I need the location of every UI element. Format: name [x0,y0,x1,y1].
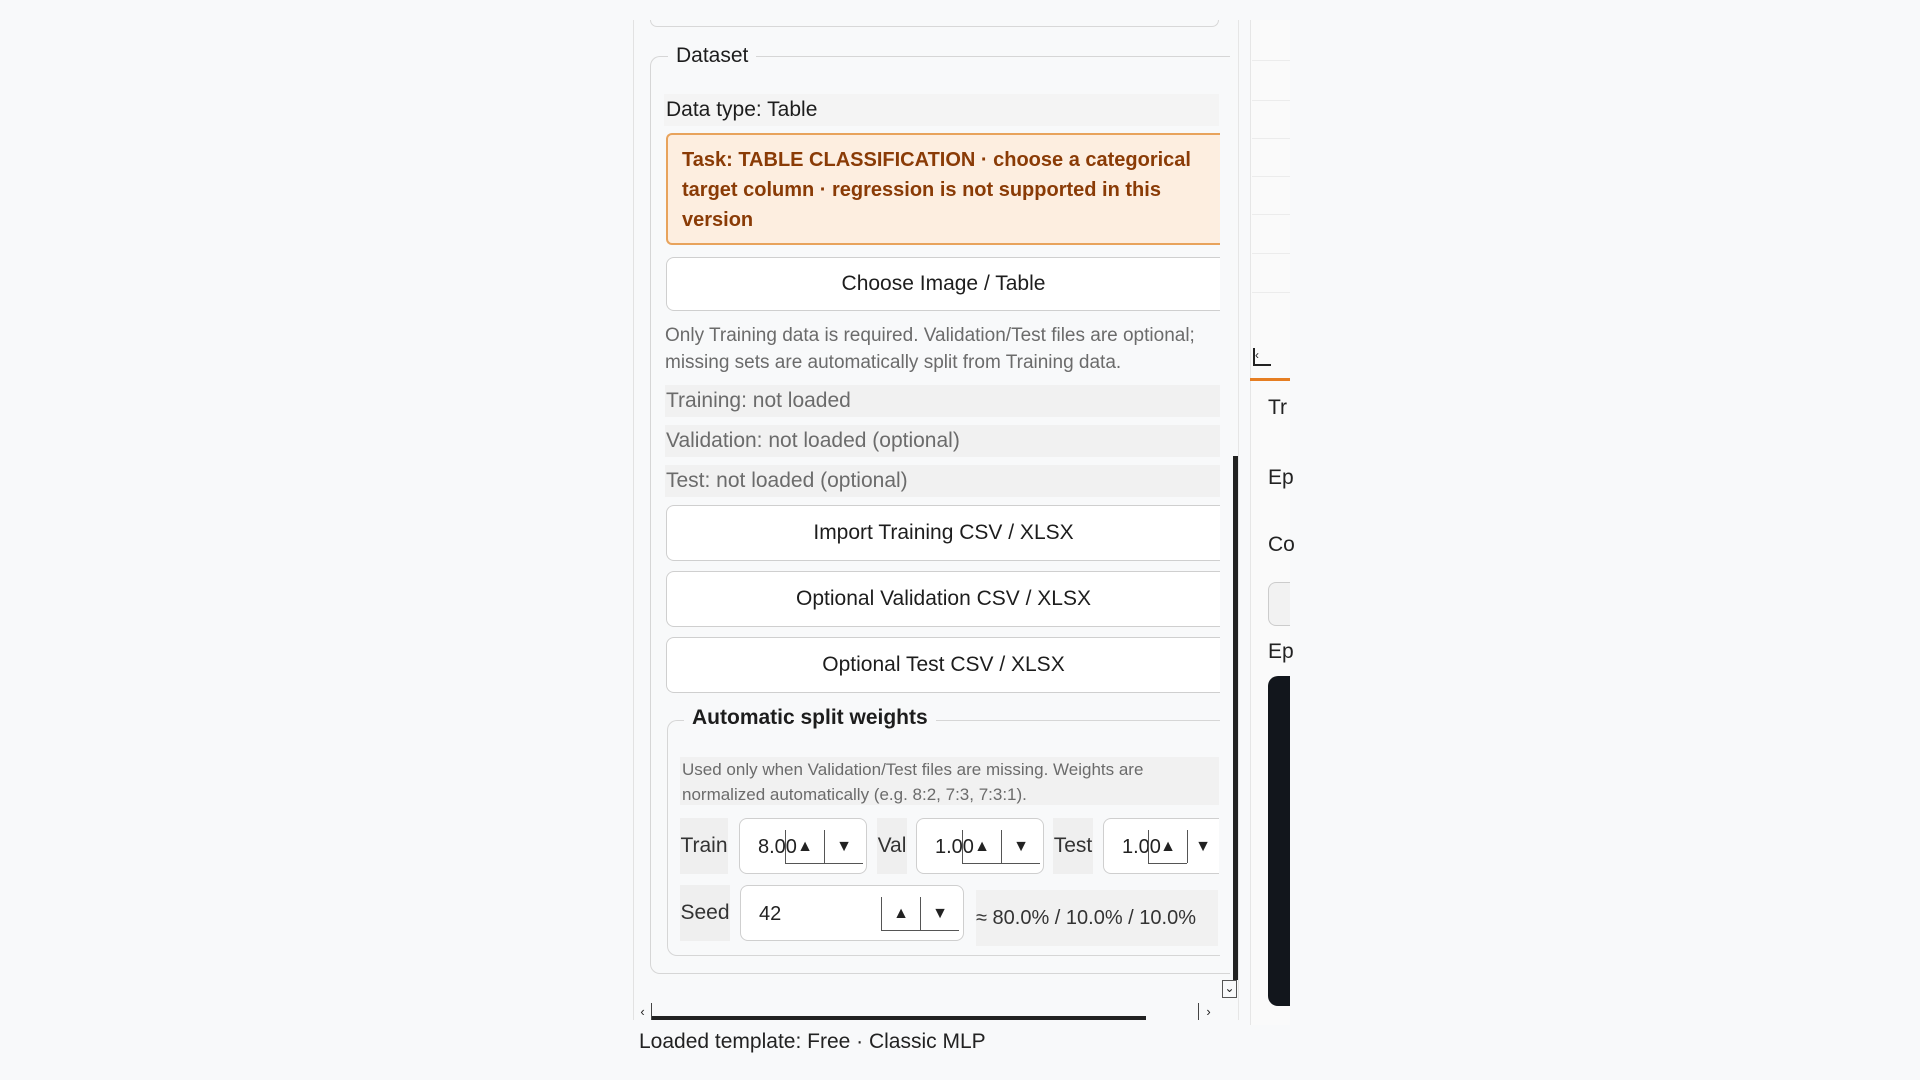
seed-label: Seed [680,885,730,941]
horizontal-scrollbar[interactable] [652,1016,1146,1020]
right-label-1: Ep [1268,466,1294,489]
right-label-2: Co [1268,533,1295,556]
right-input-field[interactable] [1268,582,1290,626]
dataset-legend: Dataset [668,44,756,68]
train-weight-spinbox[interactable] [739,818,867,874]
val-weight-down-button[interactable]: ▼ [1001,830,1040,864]
task-notice: Task: TABLE CLASSIFICATION · choose a categorical target column · regression is not supported in this version [666,133,1220,245]
train-weight-down-button[interactable]: ▼ [824,830,863,864]
scroll-left-arrow-icon[interactable]: ‹ [1253,348,1271,366]
grid-line [1252,60,1290,61]
val-weight-spinbox[interactable] [916,818,1044,874]
grid-line [1252,176,1290,177]
dataset-help-text: Only Training data is required. Validation/Test files are optional; missing sets are automatically split from Training data. [665,325,1195,373]
test-weight-value: 1.00 [1122,836,1161,858]
train-weight-label: Train [680,818,728,874]
seed-down-button[interactable]: ▼ [920,897,959,931]
scroll-down-arrow-icon[interactable]: ⌄ [1222,980,1237,998]
grid-line [1252,253,1290,254]
choose-image-table-button[interactable]: Choose Image / Table [666,257,1220,311]
split-weights-legend: Automatic split weights [684,706,936,730]
test-status: Test: not loaded (optional) [665,465,1220,497]
import-validation-button[interactable]: Optional Validation CSV / XLSX [666,571,1220,627]
scroll-right-arrow-icon[interactable]: › [1198,1003,1218,1020]
seed-spinbox[interactable] [740,885,964,941]
train-weight-up-button[interactable]: ▲ [785,830,824,864]
active-tab-indicator [1250,378,1290,381]
right-label-3: Ep [1268,640,1294,663]
grid-line [1252,214,1290,215]
grid-line [1252,138,1290,139]
grid-line [1252,292,1290,293]
split-percentages: ≈ 80.0% / 10.0% / 10.0% [976,890,1218,946]
import-test-button[interactable]: Optional Test CSV / XLSX [666,637,1220,693]
train-weight-value: 8.00 [758,836,797,858]
previous-group-edge [650,20,1219,27]
val-weight-value: 1.00 [935,836,974,858]
seed-up-button[interactable]: ▲ [881,897,920,931]
test-weight-spinbox[interactable] [1103,818,1219,874]
scroll-left-arrow-icon[interactable]: ‹ [634,1003,652,1020]
test-weight-up-button[interactable]: ▲ [1148,830,1187,864]
footer-status: Loaded template: Free · Classic MLP [639,1030,986,1053]
training-status: Training: not loaded [665,385,1220,417]
seed-value: 42 [759,903,782,925]
val-weight-label: Val [877,818,907,874]
val-weight-up-button[interactable]: ▲ [962,830,1001,864]
validation-status: Validation: not loaded (optional) [665,425,1220,457]
test-weight-down-button[interactable]: ▼ [1187,830,1218,863]
data-type-label: Data type: Table [664,94,1219,126]
test-weight-label: Test [1053,818,1093,874]
split-help-text: Used only when Validation/Test files are missing. Weights are normalized automatically (e.g. 8:2, 7:3, 7:3:1). [680,757,1219,805]
log-console [1268,676,1290,1006]
import-training-button[interactable]: Import Training CSV / XLSX [666,505,1220,561]
tab-training[interactable]: Tr [1268,396,1288,419]
vertical-scrollbar[interactable] [1233,456,1238,980]
grid-line [1252,100,1290,101]
